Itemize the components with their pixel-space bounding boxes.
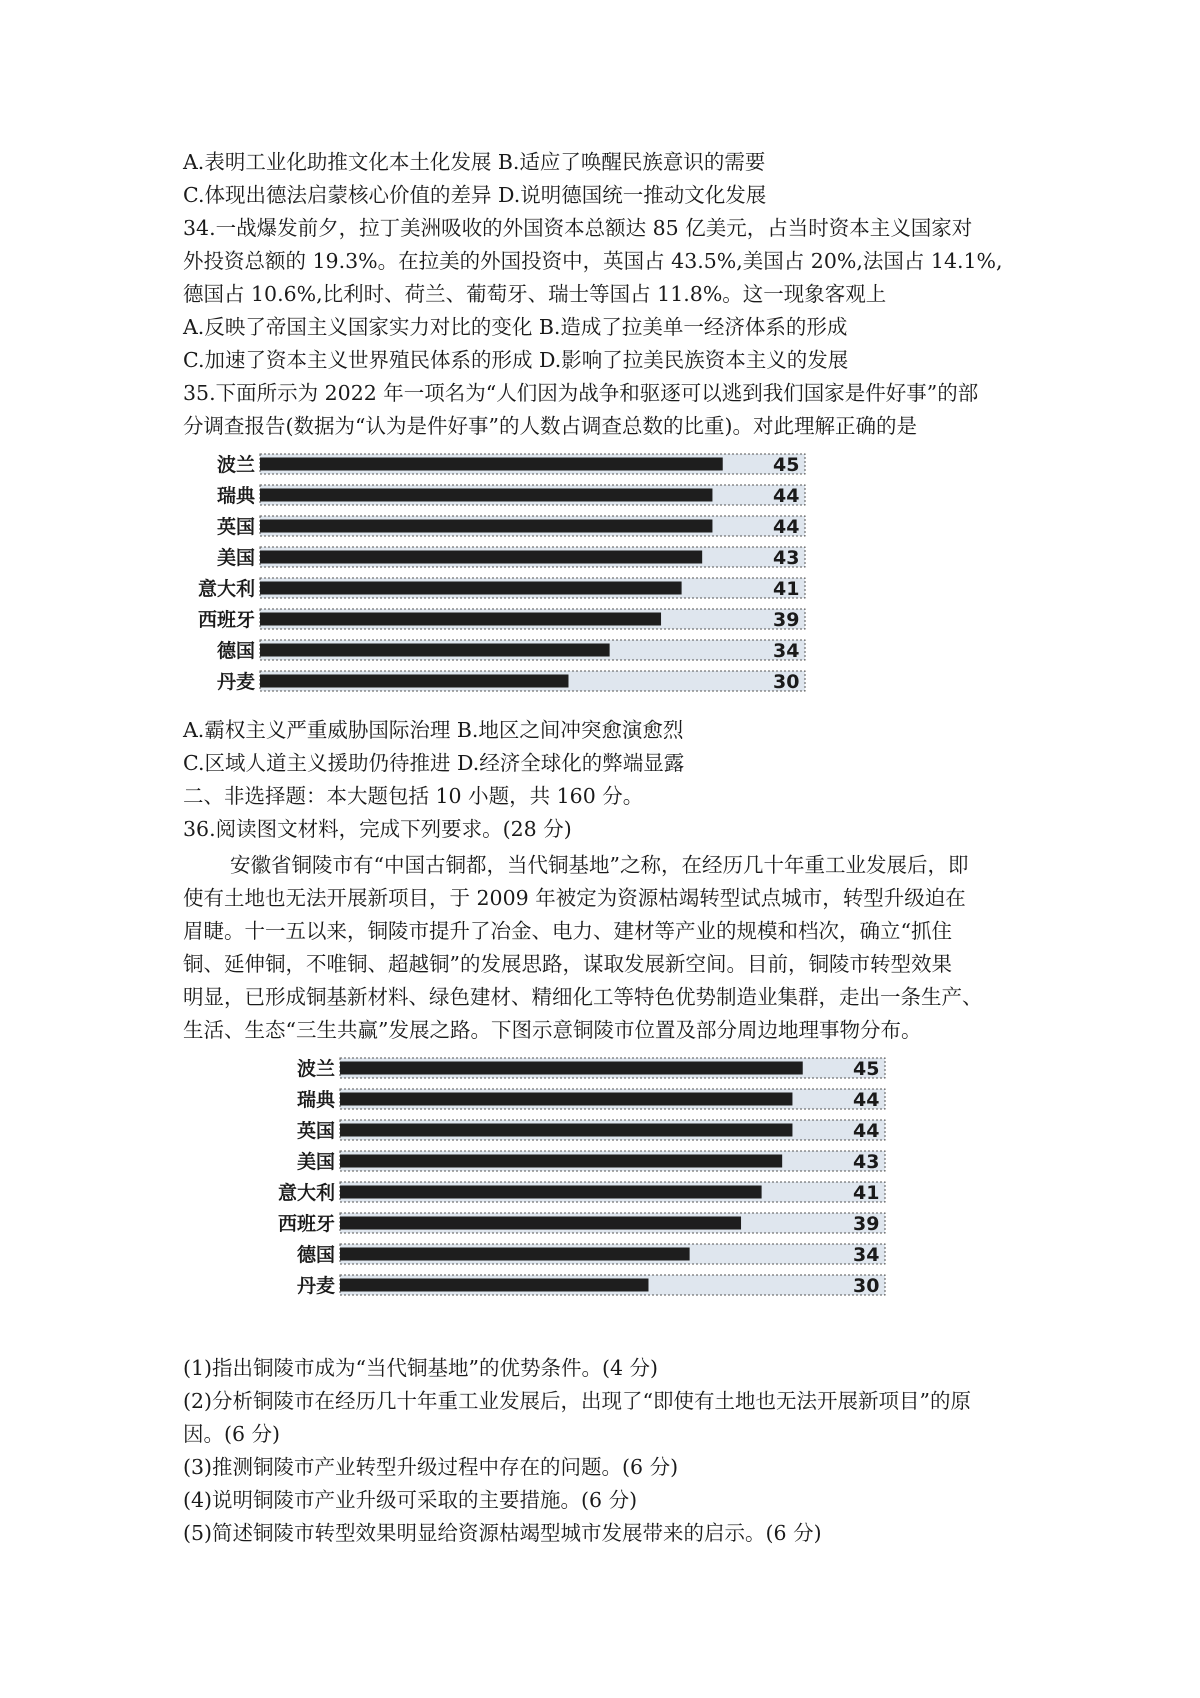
q36-sub-2-line-2: 因。(6 分) — [183, 1422, 281, 1446]
survey-bar-chart-2 — [277, 1050, 945, 1305]
q36-heading: 36.阅读图文材料，完成下列要求。(28 分) — [183, 817, 572, 841]
bar-3 — [260, 520, 712, 533]
q34-stem-line-1: 34.一战爆发前夕，拉丁美洲吸收的外国资本总额达 85 亿美元，占当时资本主义国家对 — [183, 216, 973, 240]
q35-stem-line-2: 分调查报告(数据为“认为是件好事”的人数占调查总数的比重)。对此理解正确的是 — [183, 414, 917, 438]
survey-bar-chart-1 — [197, 446, 865, 701]
value-label: 41 — [853, 1182, 880, 1204]
category-label: 英国 — [296, 1120, 335, 1142]
value-label: 41 — [773, 578, 800, 600]
bar-4 — [340, 1155, 782, 1168]
section-heading: 二、非选择题：本大题包括 10 小题，共 160 分。 — [183, 784, 644, 808]
category-label: 瑞典 — [296, 1089, 335, 1111]
bar-8 — [260, 675, 568, 688]
value-label: 43 — [773, 547, 800, 569]
q36-paragraph-line-1: 安徽省铜陵市有“中国古铜都，当代铜基地”之称，在经历几十年重工业发展后，即 — [230, 853, 969, 877]
bar-5 — [260, 582, 682, 595]
q34-stem-line-2: 外投资总额的 19.3%。在拉美的外国投资中，英国占 43.5%,美国占 20%,法国占 14.1%, — [183, 249, 1003, 273]
value-label: 43 — [853, 1151, 880, 1173]
q36-sub-2-line-1: (2)分析铜陵市在经历几十年重工业发展后，出现了“即使有土地也无法开展新项目”的原 — [183, 1389, 971, 1413]
value-label: 44 — [773, 516, 800, 538]
category-label: 美国 — [216, 547, 255, 569]
q36-paragraph-line-4: 铜、延伸铜，不唯铜、超越铜”的发展思路，谋取发展新空间。目前，铜陵市转型效果 — [183, 952, 952, 976]
q36-paragraph-line-6: 生活、生态“三生共赢”发展之路。下图示意铜陵市位置及部分周边地理事物分布。 — [183, 1018, 922, 1042]
value-label: 30 — [773, 671, 800, 693]
bar-6 — [260, 613, 661, 626]
value-label: 45 — [773, 454, 800, 476]
value-label: 34 — [853, 1244, 880, 1266]
q33-options-ab: A.表明工业化助推文化本土化发展 B.适应了唤醒民族意识的需要 — [183, 150, 766, 174]
q34-options-cd: C.加速了资本主义世界殖民体系的形成 D.影响了拉美民族资本主义的发展 — [183, 348, 849, 372]
bar-1 — [260, 458, 723, 471]
chart-svg — [277, 1050, 945, 1305]
value-label: 45 — [853, 1058, 880, 1080]
q34-stem-line-3: 德国占 10.6%,比利时、荷兰、葡萄牙、瑞士等国占 11.8%。这一现象客观上 — [183, 282, 887, 306]
value-label: 44 — [773, 485, 800, 507]
q36-sub-5: (5)简述铜陵市转型效果明显给资源枯竭型城市发展带来的启示。(6 分) — [183, 1521, 822, 1545]
category-label: 英国 — [216, 516, 255, 538]
category-label: 意大利 — [197, 578, 255, 600]
value-label: 34 — [773, 640, 800, 662]
bar-3 — [340, 1124, 792, 1137]
category-label: 波兰 — [296, 1058, 335, 1080]
category-label: 丹麦 — [216, 671, 255, 693]
value-label: 44 — [853, 1120, 880, 1142]
chart-svg — [197, 446, 865, 701]
bar-1 — [340, 1062, 803, 1075]
bar-2 — [340, 1093, 792, 1106]
category-label: 德国 — [296, 1244, 335, 1266]
category-label: 西班牙 — [197, 609, 255, 631]
q34-options-ab: A.反映了帝国主义国家实力对比的变化 B.造成了拉美单一经济体系的形成 — [183, 315, 848, 339]
bar-7 — [260, 644, 610, 657]
category-label: 西班牙 — [277, 1213, 335, 1235]
value-label: 39 — [773, 609, 800, 631]
q36-paragraph-line-2: 使有土地也无法开展新项目，于 2009 年被定为资源枯竭转型试点城市，转型升级迫在 — [183, 886, 966, 910]
q36-sub-1: (1)指出铜陵市成为“当代铜基地”的优势条件。(4 分) — [183, 1356, 659, 1380]
q35-stem-line-1: 35.下面所示为 2022 年一项名为“人们因为战争和驱逐可以逃到我们国家是件好事”的部 — [183, 381, 979, 405]
bar-4 — [260, 551, 702, 564]
category-label: 波兰 — [216, 454, 255, 476]
q36-sub-4: (4)说明铜陵市产业升级可采取的主要措施。(6 分) — [183, 1488, 638, 1512]
category-label: 美国 — [296, 1151, 335, 1173]
bar-8 — [340, 1279, 648, 1292]
q35-options-ab: A.霸权主义严重威胁国际治理 B.地区之间冲突愈演愈烈 — [183, 718, 684, 742]
category-label: 丹麦 — [296, 1275, 335, 1297]
value-label: 44 — [853, 1089, 880, 1111]
value-label: 39 — [853, 1213, 880, 1235]
bar-7 — [340, 1248, 690, 1261]
q36-sub-3: (3)推测铜陵市产业转型升级过程中存在的问题。(6 分) — [183, 1455, 679, 1479]
category-label: 意大利 — [277, 1182, 335, 1204]
category-label: 德国 — [216, 640, 255, 662]
value-label: 30 — [853, 1275, 880, 1297]
q33-options-cd: C.体现出德法启蒙核心价值的差异 D.说明德国统一推动文化发展 — [183, 183, 767, 207]
category-label: 瑞典 — [216, 485, 255, 507]
bar-2 — [260, 489, 712, 502]
bar-5 — [340, 1186, 762, 1199]
q36-paragraph-line-5: 明显，已形成铜基新材料、绿色建材、精细化工等特色优势制造业集群，走出一条生产、 — [183, 985, 983, 1009]
bar-6 — [340, 1217, 741, 1230]
q36-paragraph-line-3: 眉睫。十一五以来，铜陵市提升了冶金、电力、建材等产业的规模和档次，确立“抓住 — [183, 919, 952, 943]
q35-options-cd: C.区域人道主义援助仍待推进 D.经济全球化的弊端显露 — [183, 751, 685, 775]
